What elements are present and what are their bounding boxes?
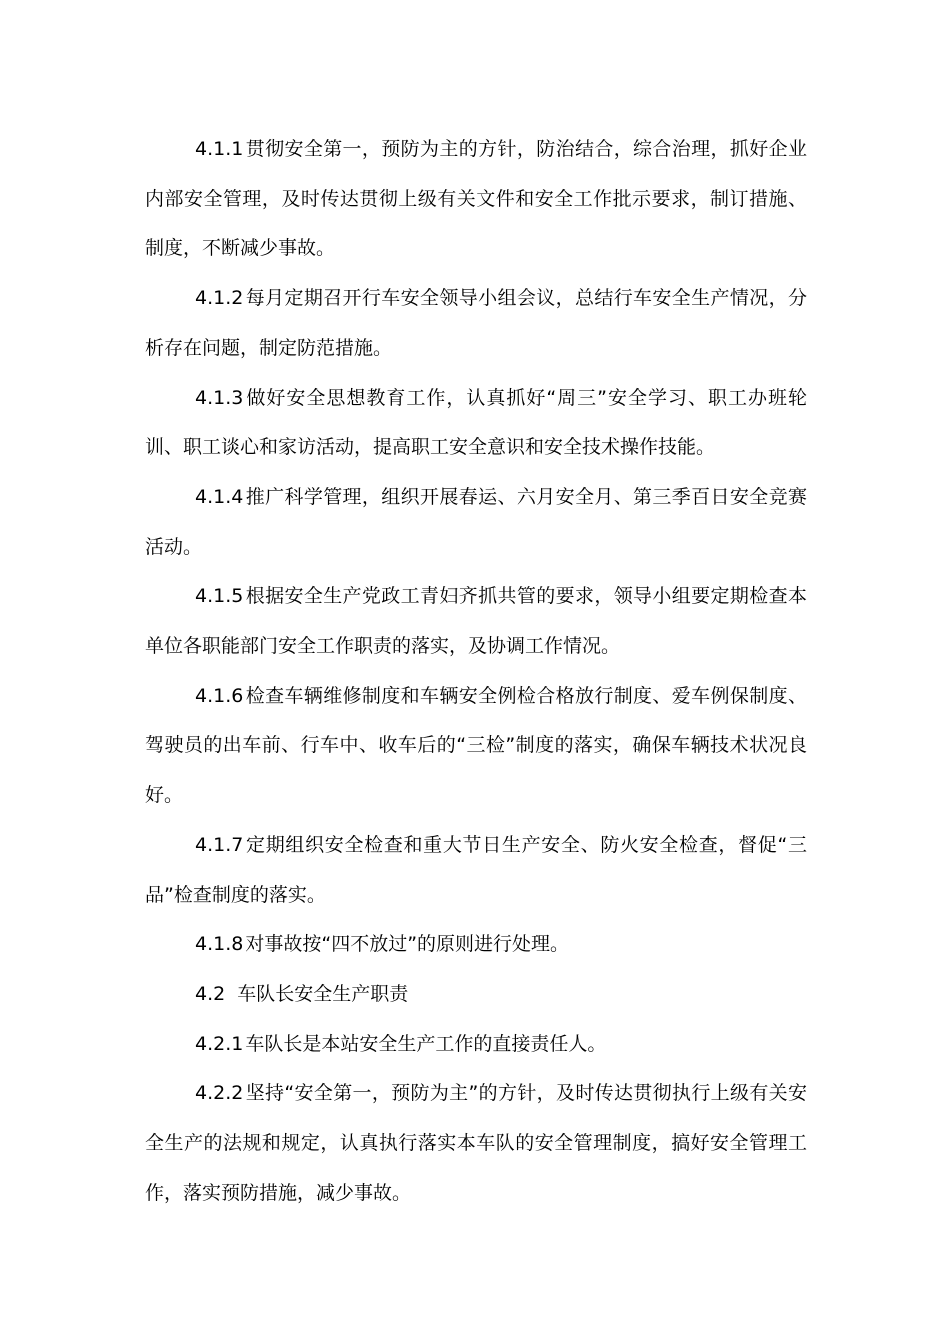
section-heading-4-2 <box>145 970 807 1020</box>
paragraph-4-1-6 <box>145 672 807 821</box>
clause-number: 4.2.1 <box>195 1032 244 1055</box>
clause-text: 检查车辆维修制度和车辆安全例检合格放行制度、爱车例保制度、驾驶员的出车前、行车中、收车后的“三检”制度的落实，确保车辆技术状况良好。 <box>145 684 807 807</box>
paragraph-4-2-2 <box>145 1069 807 1218</box>
clause-text: 坚持“安全第一，预防为主”的方针，及时传达贯彻执行上级有关安全生产的法规和规定，认真执行落实本车队的安全管理制度，搞好安全管理工作，落实预防措施，减少事故。 <box>145 1082 807 1204</box>
section-title: 车队长安全生产职责 <box>237 982 409 1005</box>
paragraph-4-1-4 <box>145 473 807 572</box>
paragraph-4-1-2 <box>145 274 807 373</box>
paragraph-4-1-5 <box>145 572 807 671</box>
paragraph-4-2-1 <box>145 1020 807 1070</box>
clause-number: 4.1.4 <box>195 485 244 508</box>
paragraph-4-1-3 <box>145 374 807 473</box>
clause-text: 推广科学管理，组织开展春运、六月安全月、第三季百日安全竞赛活动。 <box>145 485 807 558</box>
clause-text: 每月定期召开行车安全领导小组会议，总结行车安全生产情况，分析存在问题，制定防范措施。 <box>145 287 807 359</box>
paragraph-4-1-8 <box>145 920 807 970</box>
section-number: 4.2 <box>195 982 226 1005</box>
clause-number: 4.1.6 <box>195 684 244 707</box>
clause-number: 4.1.3 <box>195 386 244 409</box>
clause-text: 定期组织安全检查和重大节日生产安全、防火安全检查，督促“三品”检查制度的落实。 <box>145 833 807 906</box>
clause-text: 根据安全生产党政工青妇齐抓共管的要求，领导小组要定期检查本单位各职能部门安全工作职责的落实，及协调工作情况。 <box>145 585 807 658</box>
clause-number: 4.1.1 <box>195 138 244 160</box>
clause-number: 4.1.5 <box>195 585 244 608</box>
clause-text: 车队长是本站安全生产工作的直接责任人。 <box>245 1032 607 1055</box>
clause-number: 4.2.2 <box>195 1082 244 1105</box>
clause-text: 做好安全思想教育工作，认真抓好“周三”安全学习、职工办班轮训、职工谈心和家访活动，提高职工安全意识和安全技术操作技能。 <box>145 386 807 459</box>
clause-number: 4.1.8 <box>195 933 244 956</box>
clause-text: 对事故按“四不放过”的原则进行处理。 <box>245 933 570 956</box>
paragraph-4-1-1 <box>145 125 807 274</box>
document-page <box>145 125 807 1218</box>
clause-text: 贯彻安全第一，预防为主的方针，防治结合，综合治理，抓好企业内部安全管理，及时传达贯彻上级有关文件和安全工作批示要求，制订措施、制度，不断减少事故。 <box>145 138 807 260</box>
paragraph-4-1-7 <box>145 821 807 920</box>
clause-number: 4.1.2 <box>195 287 244 310</box>
clause-number: 4.1.7 <box>195 833 244 856</box>
